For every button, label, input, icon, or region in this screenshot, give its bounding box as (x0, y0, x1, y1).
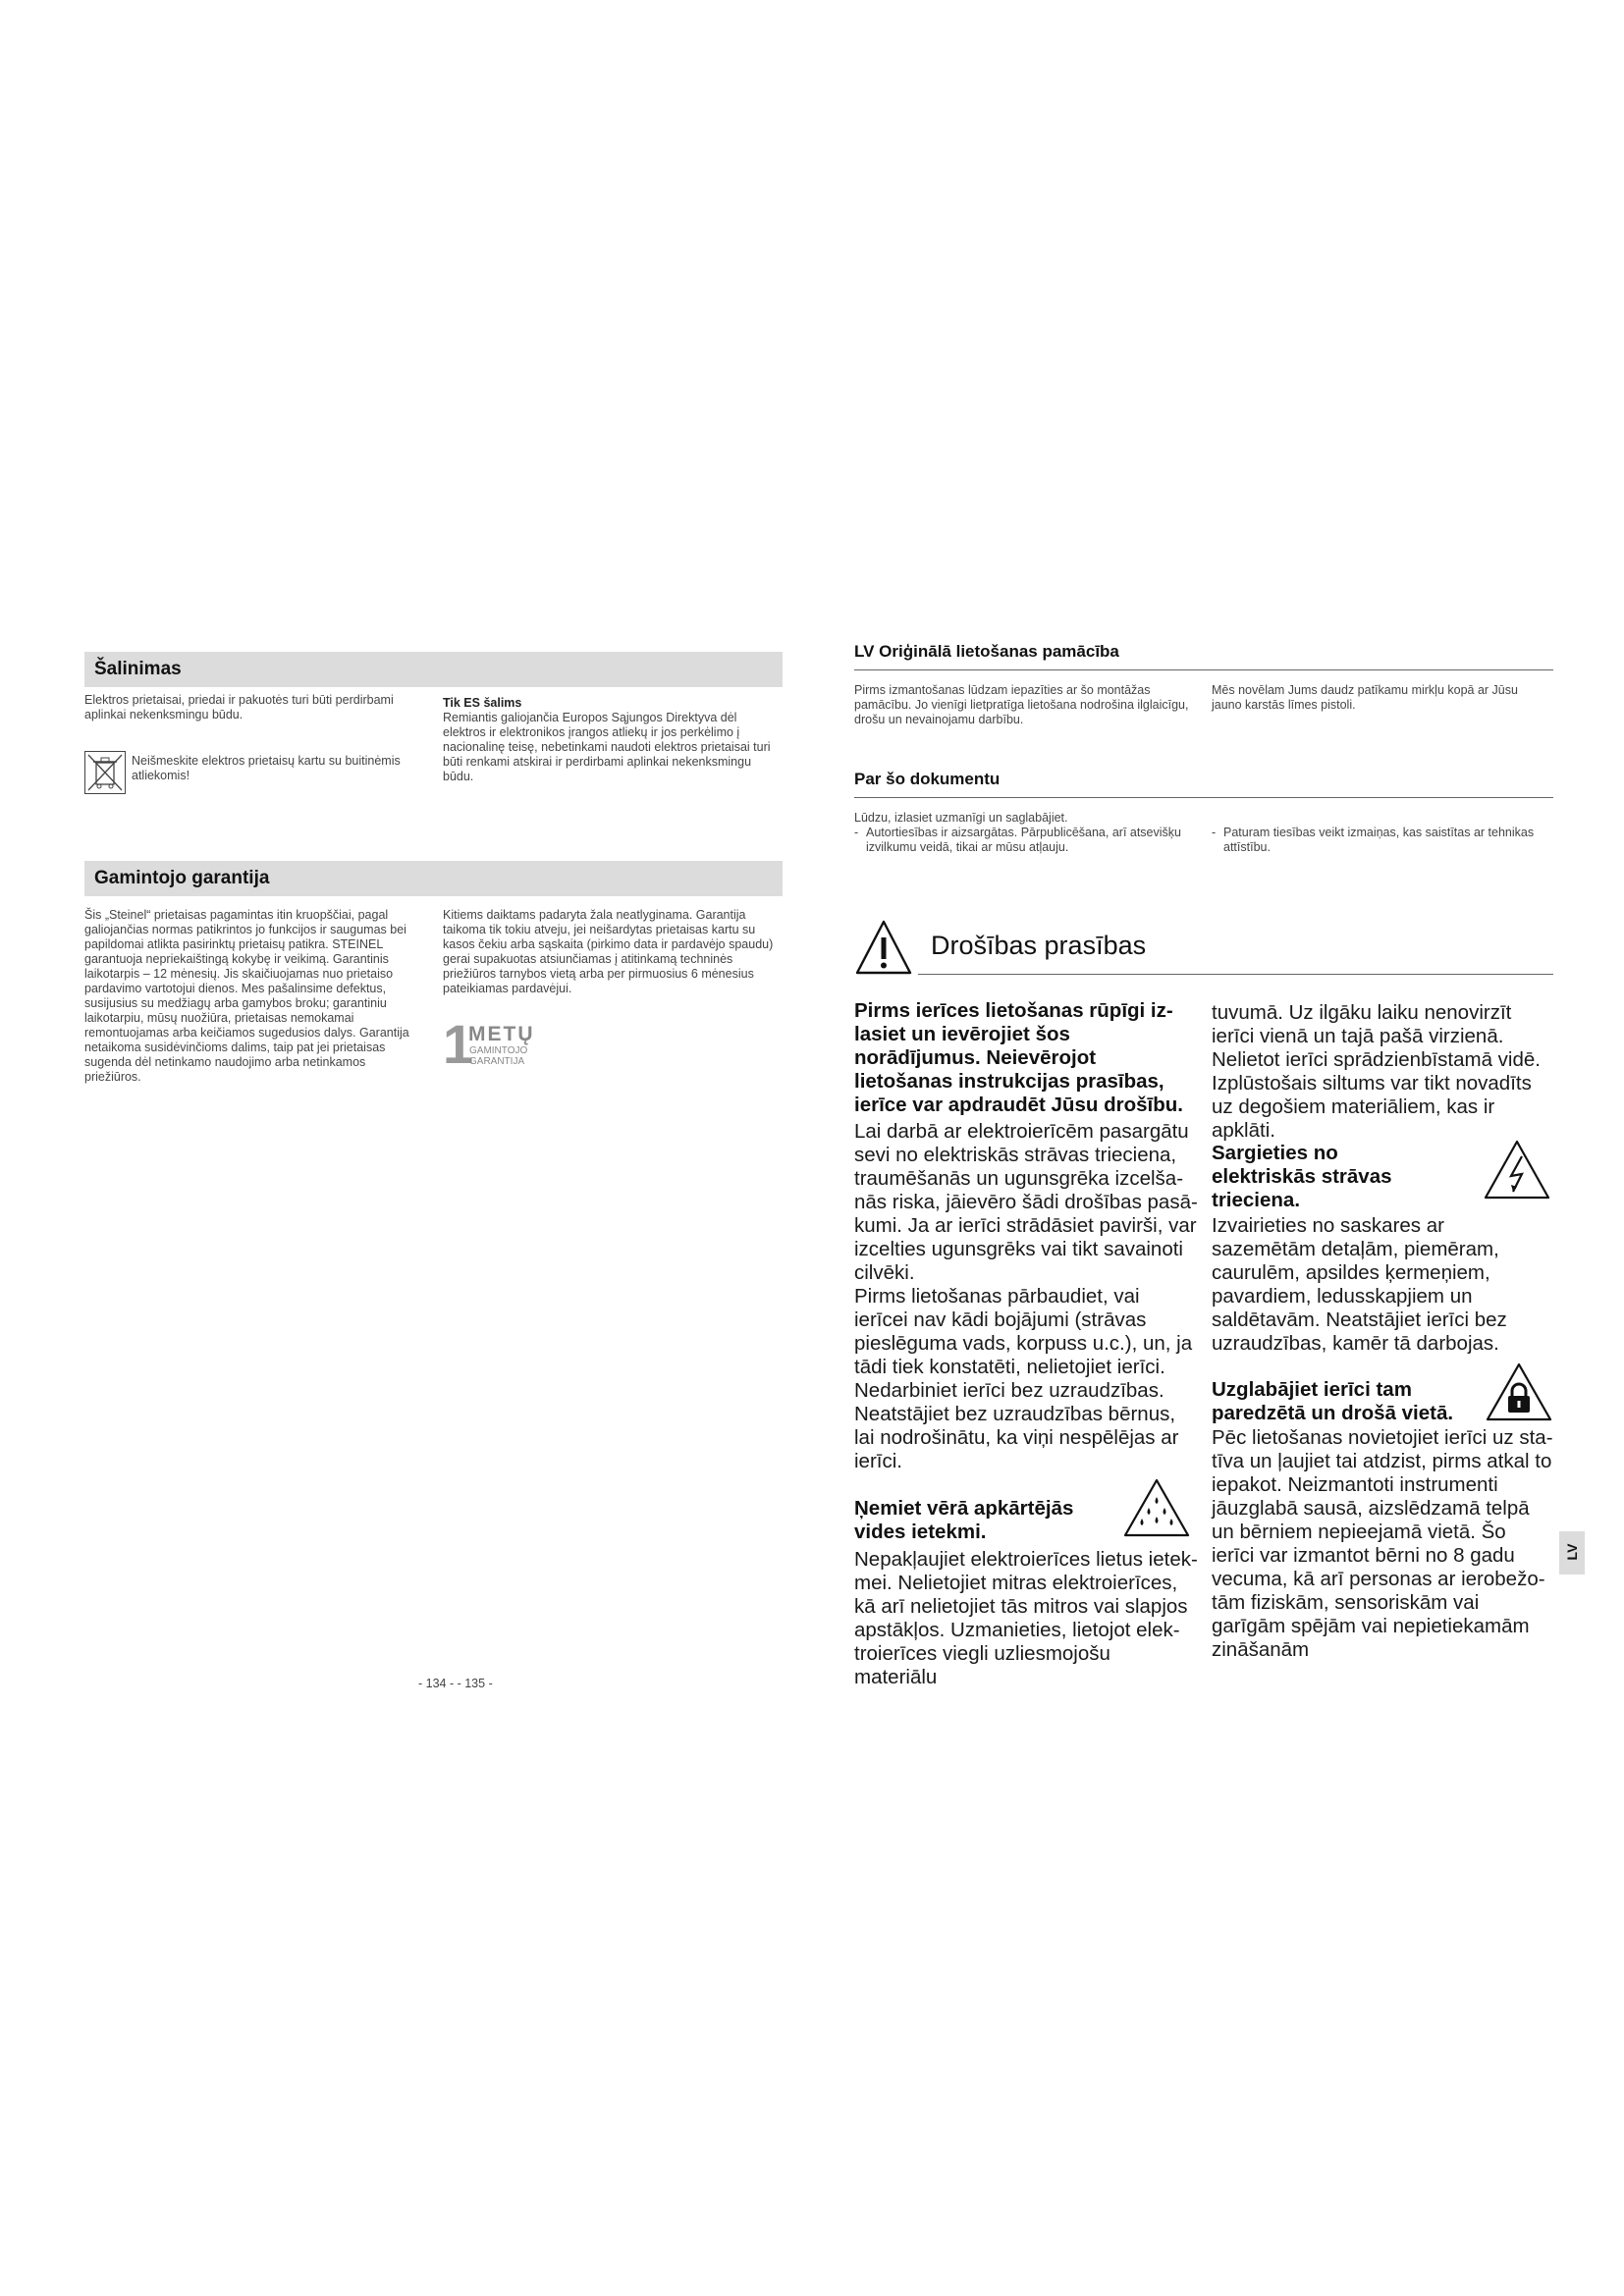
warranty-col1: Šis „Steinel“ prietaisas pagamintas itin kruopščiai, pagal galiojančias normas patikrintos jo funkcijos ir saugumas bei papildomai atlikta pasirinktų prietaisų patikra. STEINEL garantuoja nepriekaištingą kokybę ir veikimą. Garantinis laikotarpis – 12 mėnesių. Jis skaičiuojamas nuo prietaiso pardavimo vartotojui dienos. Mes pašalinsime defektus, susijusius su medžiagų arba gamybos broku; garantiniu laikotarpiu, mūsų nuožiūra, prietaisas nemokamai remontuojamas arba keičiamos sugedusios dalys. Garantija netaikoma susidėvinčioms dalims, taip pat jei prietaisas sugenda dėl netinkamo naudojimo arba netinkamos priežiūros. (84, 908, 409, 1084)
safety-heading: Drošības prasības (931, 931, 1147, 960)
store-heading: Uzglabājiet ierīci tam paredzētā un drošā vietā. (1212, 1378, 1454, 1424)
warning-triangle-icon (854, 918, 913, 977)
language-tab-label: LV (1564, 1543, 1580, 1561)
eu-text: Remiantis galiojančia Europos Sąjungos Direktyva dėl elektros ir elektronikos įrangos atliekų ir jos perkėlimo į nacionalinę teisę, nebetinkami naudoti elektros prietaisai turi būti renkami atskirai ir perdirbami aplinkai nekenksmingu būdu. (443, 711, 771, 783)
badge-number: 1 (443, 1013, 474, 1075)
doc-bullets-left (854, 826, 1193, 855)
manual-title: LV Oriģinālā lietošanas pamācība (854, 642, 1119, 661)
disposal-heading: Šalinimas (84, 652, 783, 687)
electric-shock-icon (1483, 1139, 1551, 1201)
doc-rule (854, 797, 1553, 798)
safety-p1: Lai darbā ar elektroierīcēm pasargātu sevi no elektriskās strāvas trieciena, traumēšanās un ugunsgrēka izcelšanās riska, jāievēro šādi drošības pasākumi. Ja ar ierīci strādāsiet pavirši, var izcelties ugunsgrēks vai tikt savainoti cilvēki. (854, 1120, 1198, 1284)
badge-line2: GARANTIJA (469, 1056, 525, 1067)
store-text: Pēc lietošanas novietojiet ierīci uz statīva un ļaujiet tai atdzist, pirms atkal to iepakot. Neizmantoti instrumenti jāuzglabā sausā, aizslēdzamā telpā un bērniem nepieejamā vietā. Šo ierīci var izmantot bērni no 8 gadu vecuma, kā arī personas ar ierobežotām fiziskām, sensoriskām vai garīgām spējām vai nepietiekamām zināšanām (1212, 1426, 1553, 1661)
shock-heading: Sargieties no elektriskās strāvas trieciena. (1212, 1142, 1392, 1211)
doc-bullet-1: - Autortiesības ir aizsargātas. Pārpublicēšana, arī atsevišķu izvilkumu veidā, tikai ar mūsu atļauju. (854, 826, 1193, 855)
wet-conditions-icon (1122, 1477, 1191, 1538)
safety-col2-p1: tuvumā. Uz ilgāku laiku nenovirzīt ierīci vienā un tajā pašā virzienā. Nelietot ierīci sprādzienbīstamā vidē. Izplūstošais siltums var tikt novadīts uz degošiem materiāliem, kas ir apklāti. (1212, 1001, 1541, 1142)
safety-intro-bold: Pirms ierīces lietošanas rūpīgi izlasiet un ievērojiet šos norādījumus. Neievērojot lietošanas instrukcijas prasības, ierīce var apdraudēt Jūsu drošību. (854, 999, 1183, 1116)
title-rule (854, 669, 1553, 670)
env-text: Nepakļaujiet elektroierīces lietus ietekmei. Nelietojiet mitras elektroierīces, kā arī nelietojiet tās mitros vai slapjos apstākļos. Uzmanieties, lietojot elektroierīces viegli uzliesmojošu materiālu (854, 1548, 1198, 1688)
warranty-col2: Kitiems daiktams padaryta žala neatlyginama. Garantija taikoma tik tokiu atveju, jei neišardytas prietaisas kartu su kasos čekiu arba sąskaita (pirkimo data ir pardavėjo spaudu) gerai supakuotas atsiunčiamas į atitinkamą techninės priežiūros tarnybos vietą arba per pirmuosius 6 mėnesius pateikiamas pardavėjui. (443, 908, 774, 995)
doc-bullets-right (1212, 826, 1550, 855)
env-heading: Ņemiet vērā apkārtējās vides ietekmi. (854, 1497, 1074, 1543)
eu-title: Tik ES šalims (443, 696, 522, 710)
bin-text: Neišmeskite elektros prietaisų kartu su buitinėmis atliekomis! (132, 754, 401, 782)
doc-bullet-2: - Paturam tiesības veikt izmaiņas, kas saistītas ar tehnikas attīstību. (1212, 826, 1550, 855)
safety-rule (918, 974, 1553, 975)
page-numbers: - 134 - - 135 - (418, 1677, 493, 1690)
badge-word: METŲ (468, 1023, 535, 1045)
intro-col2: Mēs novēlam Jums daudz patīkamu mirkļu kopā ar Jūsu jauno karstās līmes pistoli. (1212, 683, 1518, 712)
badge-line1: GAMINTOJO (469, 1045, 528, 1056)
warranty-badge (443, 1013, 541, 1080)
shock-text: Izvairieties no saskares ar sazemētām detaļām, piemēram, caurulēm, apsildes ķermeņiem, pavardiem, ledusskapjiem un saldētavām. Neatstājiet ierīci bez uzraudzības, kamēr tā darbojas. (1212, 1214, 1507, 1355)
lock-icon (1485, 1362, 1553, 1422)
disposal-intro: Elektros prietaisai, priedai ir pakuotės turi būti perdirbami aplinkai nekenksmingu būdu. (84, 693, 394, 721)
safety-p3: Nedarbiniet ierīci bez uzraudzības. Neatstājiet bez uzraudzības bērnus, lai nodrošinātu, ka viņi nespēlējas ar ierīci. (854, 1379, 1179, 1472)
warranty-heading: Gamintojo garantija (84, 861, 783, 896)
crossed-bin-icon (84, 751, 126, 794)
language-tab (1559, 1531, 1585, 1575)
doc-line: Lūdzu, izlasiet uzmanīgi un saglabājiet. (854, 811, 1068, 825)
safety-p2: Pirms lietošanas pārbaudiet, vai ierīcei nav kādi bojājumi (strāvas pieslēguma vads, korpuss u.c.), un, ja tādi tiek konstatēti, nelietojiet ierīci. (854, 1285, 1193, 1378)
doc-heading: Par šo dokumentu (854, 770, 1001, 788)
intro-col1: Pirms izmantošanas lūdzam iepazīties ar šo montāžas pamācību. Jo vienīgi lietpratīga lietošana nodrošina ilglaicīgu, drošu un nevainojamu darbību. (854, 683, 1189, 726)
